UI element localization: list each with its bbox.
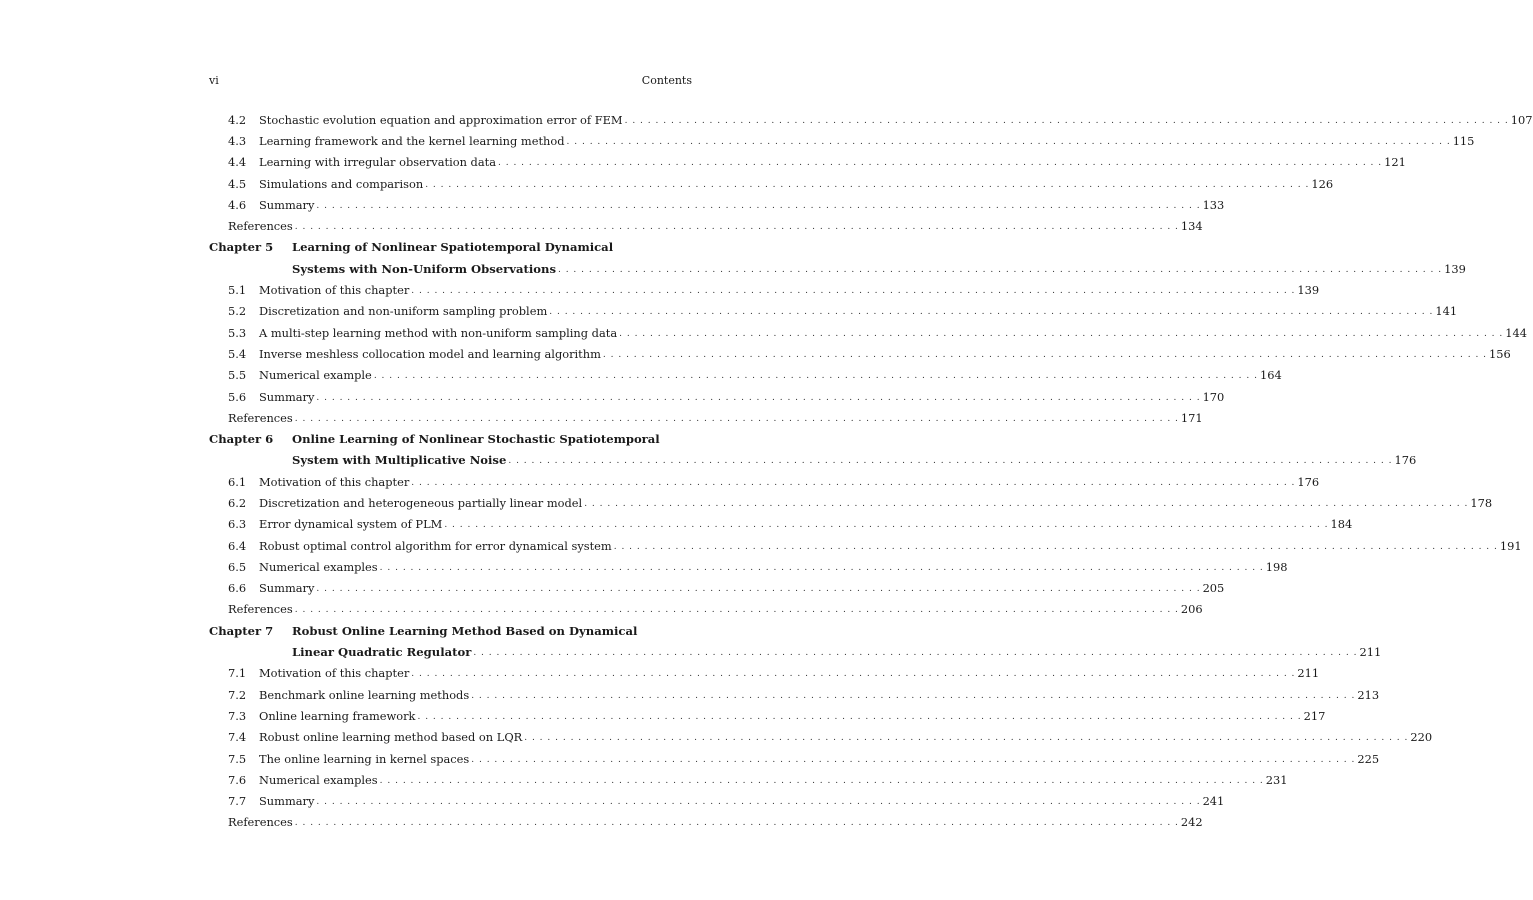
leader-dots: . . . . . . . . . . . . . . . . . . . . . . . . . . . . . . . . . . . . . . . . . . . . . . . . . . . . . . . . . . . . . . . . . . . . . . . . . . . . . . . . . . . . . . . . . . . . . . . . . . . . . . . . . . . . . . . . . . . — [584, 498, 1469, 509]
section-number: 5.2 — [228, 304, 247, 319]
toc-section-entry[interactable] — [209, 173, 1334, 194]
toc-references-entry[interactable] — [209, 215, 1203, 236]
toc-section-entry[interactable] — [209, 791, 1225, 812]
section-number: 5.1 — [228, 283, 247, 298]
section-number: 4.5 — [228, 176, 247, 191]
page-number: 184 — [1330, 517, 1353, 532]
leader-dots: . . . . . . . . . . . . . . . . . . . . . . . . . . . . . . . . . . . . . . . . . . . . . . . . . . . . . . . . . . . . . . . . . . . . . . . . . . . . . . . . . . . . . . . . . . . . . . . . . . . . . . . . . . . . . . . . . . . — [619, 328, 1504, 339]
section-title: Summary — [259, 389, 315, 404]
toc-section-entry[interactable] — [209, 514, 1353, 535]
page-number: 213 — [1357, 687, 1380, 702]
leader-dots: . . . . . . . . . . . . . . . . . . . . . . . . . . . . . . . . . . . . . . . . . . . . . . . . . . . . . . . . . . . . . . . . . . . . . . . . . . . . . . . . . . . . . . . . . . . . . . . . . . . . . . . . . . . . . . . . . . . — [566, 136, 1451, 147]
toc-section-entry[interactable] — [209, 578, 1225, 599]
toc-section-entry[interactable] — [209, 322, 1528, 343]
toc-section-entry[interactable] — [209, 748, 1380, 769]
chapter-label: Chapter 5 — [209, 240, 274, 255]
section-number: 5.3 — [228, 325, 247, 340]
leader-dots: . . . . . . . . . . . . . . . . . . . . . . . . . . . . . . . . . . . . . . . . . . . . . . . . . . . . . . . . . . . . . . . . . . . . . . . . . . . . . . . . . . . . . . . . . . . . . . . . . . . . . . . . . . . . . . . . . . . — [557, 264, 1443, 275]
leader-dots: . . . . . . . . . . . . . . . . . . . . . . . . . . . . . . . . . . . . . . . . . . . . . . . . . . . . . . . . . . . . . . . . . . . . . . . . . . . . . . . . . . . . . . . . . . . . . . . . . . . . . . . . . . . . . . . . . . . — [411, 477, 1296, 488]
page-number: 156 — [1489, 346, 1511, 361]
leader-dots: . . . . . . . . . . . . . . . . . . . . . . . . . . . . . . . . . . . . . . . . . . . . . . . . . . . . . . . . . . . . . . . . . . . . . . . . . . . . . . . . . . . . . . . . . . . . . . . . . . . . . . . . . . . . . . . . . . . — [498, 158, 1383, 169]
page-number: 176 — [1394, 453, 1417, 468]
toc-section-entry[interactable] — [209, 301, 1458, 322]
section-number: 6.6 — [228, 581, 247, 596]
chapter-label: Chapter 7 — [209, 623, 274, 638]
chapter-label: Chapter 6 — [209, 432, 274, 447]
toc-chapter-heading-continued[interactable] — [209, 641, 1382, 662]
toc-chapter-heading[interactable] — [209, 428, 692, 449]
toc-section-entry[interactable] — [209, 343, 1511, 364]
page-number: 220 — [1410, 730, 1433, 745]
section-title: Robust online learning method based on LQR — [259, 730, 523, 745]
section-number: 6.2 — [228, 495, 247, 510]
running-title: Contents — [641, 73, 692, 87]
leader-dots: . . . . . . . . . . . . . . . . . . . . . . . . . . . . . . . . . . . . . . . . . . . . . . . . . . . . . . . . . . . . . . . . . . . . . . . . . . . . . . . . . . . . . . . . . . . . . . . . . . . . . . . . . . . . . . . . . . . — [316, 200, 1201, 211]
section-title: The online learning in kernel spaces — [259, 751, 470, 766]
chapter-title-line2: Systems with Non-Uniform Observations — [292, 261, 556, 276]
running-header — [209, 72, 692, 88]
page-number: 241 — [1202, 794, 1225, 809]
chapter-title-line2: System with Multiplicative Noise — [292, 453, 507, 468]
toc-section-entry[interactable] — [209, 471, 1320, 492]
section-number: 7.6 — [228, 772, 247, 787]
page-number: 211 — [1297, 666, 1320, 681]
section-title: Numerical examples — [259, 772, 378, 787]
section-number: 7.3 — [228, 708, 247, 723]
toc-section-entry[interactable] — [209, 109, 1533, 130]
page-number-label: vi — [209, 73, 219, 87]
section-title: Error dynamical system of PLM — [259, 517, 443, 532]
chapter-title-line1: Learning of Nonlinear Spatiotemporal Dynamical — [292, 240, 614, 255]
section-number: 5.4 — [228, 346, 247, 361]
section-title: Inverse meshless collocation model and learning algorithm — [259, 346, 601, 361]
leader-dots: . . . . . . . . . . . . . . . . . . . . . . . . . . . . . . . . . . . . . . . . . . . . . . . . . . . . . . . . . . . . . . . . . . . . . . . . . . . . . . . . . . . . . . . . . . . . . . . . . . . . . . . . . . . . . . . . . . . — [613, 541, 1498, 552]
references-label: References — [228, 602, 293, 617]
page-number: 164 — [1259, 368, 1282, 383]
leader-dots: . . . . . . . . . . . . . . . . . . . . . . . . . . . . . . . . . . . . . . . . . . . . . . . . . . . . . . . . . . . . . . . . . . . . . . . . . . . . . . . . . . . . . . . . . . . . . . . . . . . . . . . . . . . . . . . . . . . — [294, 818, 1179, 829]
leader-dots: . . . . . . . . . . . . . . . . . . . . . . . . . . . . . . . . . . . . . . . . . . . . . . . . . . . . . . . . . . . . . . . . . . . . . . . . . . . . . . . . . . . . . . . . . . . . . . . . . . . . . . . . . . . . . . . . . . . — [624, 115, 1509, 126]
section-title: Summary — [259, 794, 315, 809]
page-number: 225 — [1357, 751, 1380, 766]
page-number: 205 — [1202, 581, 1225, 596]
page-number: 242 — [1180, 815, 1203, 830]
page-number: 171 — [1180, 410, 1203, 425]
section-title: Numerical example — [259, 368, 372, 383]
section-title: Numerical examples — [259, 559, 378, 574]
references-label: References — [228, 219, 293, 234]
toc-section-entry[interactable] — [209, 727, 1433, 748]
section-number: 6.4 — [228, 538, 247, 553]
section-title: Robust optimal control algorithm for error dynamical system — [259, 538, 612, 553]
page-number: 170 — [1202, 389, 1225, 404]
section-number: 7.2 — [228, 687, 247, 702]
toc-section-entry[interactable] — [209, 194, 1225, 215]
leader-dots: . . . . . . . . . . . . . . . . . . . . . . . . . . . . . . . . . . . . . . . . . . . . . . . . . . . . . . . . . . . . . . . . . . . . . . . . . . . . . . . . . . . . . . . . . . . . . . . . . . . . . . . . . . . . . . . . . . . — [473, 648, 1358, 659]
section-number: 4.2 — [228, 112, 247, 127]
toc-section-entry[interactable] — [209, 556, 1288, 577]
leader-dots: . . . . . . . . . . . . . . . . . . . . . . . . . . . . . . . . . . . . . . . . . . . . . . . . . . . . . . . . . . . . . . . . . . . . . . . . . . . . . . . . . . . . . . . . . . . . . . . . . . . . . . . . . . . . . . . . . . . — [316, 797, 1201, 808]
toc-chapter-heading-continued[interactable] — [209, 450, 1417, 471]
toc-section-entry[interactable] — [209, 152, 1406, 173]
section-title: Motivation of this chapter — [259, 474, 410, 489]
leader-dots: . . . . . . . . . . . . . . . . . . . . . . . . . . . . . . . . . . . . . . . . . . . . . . . . . . . . . . . . . . . . . . . . . . . . . . . . . . . . . . . . . . . . . . . . . . . . . . . . . . . . . . . . . . . . . . . . . . . — [508, 456, 1393, 467]
section-title: Simulations and comparison — [259, 176, 424, 191]
toc-section-entry[interactable] — [209, 130, 1475, 151]
section-title: Summary — [259, 197, 315, 212]
section-number: 5.6 — [228, 389, 247, 404]
leader-dots: . . . . . . . . . . . . . . . . . . . . . . . . . . . . . . . . . . . . . . . . . . . . . . . . . . . . . . . . . . . . . . . . . . . . . . . . . . . . . . . . . . . . . . . . . . . . . . . . . . . . . . . . . . . . . . . . . . . — [471, 690, 1356, 701]
section-number: 4.6 — [228, 197, 247, 212]
section-title: Discretization and non-uniform sampling problem — [259, 304, 548, 319]
leader-dots: . . . . . . . . . . . . . . . . . . . . . . . . . . . . . . . . . . . . . . . . . . . . . . . . . . . . . . . . . . . . . . . . . . . . . . . . . . . . . . . . . . . . . . . . . . . . . . . . . . . . . . . . . . . . . . . . . . . — [425, 179, 1310, 190]
leader-dots: . . . . . . . . . . . . . . . . . . . . . . . . . . . . . . . . . . . . . . . . . . . . . . . . . . . . . . . . . . . . . . . . . . . . . . . . . . . . . . . . . . . . . . . . . . . . . . . . . . . . . . . . . . . . . . . . . . . — [444, 520, 1329, 531]
section-title: Learning framework and the kernel learning method — [259, 133, 565, 148]
page-number: 178 — [1470, 495, 1493, 510]
page-number: 176 — [1297, 474, 1320, 489]
page-number: 198 — [1265, 559, 1288, 574]
page-number: 191 — [1499, 538, 1522, 553]
toc-section-entry[interactable] — [209, 705, 1326, 726]
page-number: 217 — [1303, 708, 1326, 723]
section-title: A multi-step learning method with non-uniform sampling data — [259, 325, 618, 340]
references-label: References — [228, 410, 293, 425]
leader-dots: . . . . . . . . . . . . . . . . . . . . . . . . . . . . . . . . . . . . . . . . . . . . . . . . . . . . . . . . . . . . . . . . . . . . . . . . . . . . . . . . . . . . . . . . . . . . . . . . . . . . . . . . . . . . . . . . . . . — [379, 775, 1264, 786]
references-label: References — [228, 815, 293, 830]
section-number: 7.7 — [228, 794, 247, 809]
toc-section-entry[interactable] — [209, 684, 1380, 705]
section-number: 4.3 — [228, 133, 247, 148]
leader-dots: . . . . . . . . . . . . . . . . . . . . . . . . . . . . . . . . . . . . . . . . . . . . . . . . . . . . . . . . . . . . . . . . . . . . . . . . . . . . . . . . . . . . . . . . . . . . . . . . . . . . . . . . . . . . . . . . . . . — [294, 222, 1179, 233]
section-title: Motivation of this chapter — [259, 283, 410, 298]
page-number: 134 — [1180, 219, 1203, 234]
toc-section-entry[interactable] — [209, 365, 1282, 386]
page-number: 144 — [1505, 325, 1528, 340]
leader-dots: . . . . . . . . . . . . . . . . . . . . . . . . . . . . . . . . . . . . . . . . . . . . . . . . . . . . . . . . . . . . . . . . . . . . . . . . . . . . . . . . . . . . . . . . . . . . . . . . . . . . . . . . . . . . . . . . . . . — [379, 562, 1264, 573]
page-number: 121 — [1384, 155, 1406, 170]
section-title: Discretization and heterogeneous partially linear model — [259, 495, 583, 510]
chapter-title-line2: Linear Quadratic Regulator — [292, 645, 472, 660]
page-number: 231 — [1265, 772, 1288, 787]
toc-chapter-heading[interactable] — [209, 620, 692, 641]
toc-chapter-heading-continued[interactable] — [209, 258, 1466, 279]
leader-dots: . . . . . . . . . . . . . . . . . . . . . . . . . . . . . . . . . . . . . . . . . . . . . . . . . . . . . . . . . . . . . . . . . . . . . . . . . . . . . . . . . . . . . . . . . . . . . . . . . . . . . . . . . . . . . . . . . . . — [549, 307, 1434, 318]
leader-dots: . . . . . . . . . . . . . . . . . . . . . . . . . . . . . . . . . . . . . . . . . . . . . . . . . . . . . . . . . . . . . . . . . . . . . . . . . . . . . . . . . . . . . . . . . . . . . . . . . . . . . . . . . . . . . . . . . . . — [471, 754, 1356, 765]
toc-references-entry[interactable] — [209, 599, 1203, 620]
page-number: 141 — [1435, 304, 1458, 319]
section-number: 6.1 — [228, 474, 247, 489]
section-title: Motivation of this chapter — [259, 666, 410, 681]
leader-dots: . . . . . . . . . . . . . . . . . . . . . . . . . . . . . . . . . . . . . . . . . . . . . . . . . . . . . . . . . . . . . . . . . . . . . . . . . . . . . . . . . . . . . . . . . . . . . . . . . . . . . . . . . . . . . . . . . . . — [294, 605, 1179, 616]
toc-references-entry[interactable] — [209, 812, 1203, 833]
section-number: 6.3 — [228, 517, 247, 532]
leader-dots: . . . . . . . . . . . . . . . . . . . . . . . . . . . . . . . . . . . . . . . . . . . . . . . . . . . . . . . . . . . . . . . . . . . . . . . . . . . . . . . . . . . . . . . . . . . . . . . . . . . . . . . . . . . . . . . . . . . — [316, 392, 1201, 403]
section-number: 6.5 — [228, 559, 247, 574]
page-number: 211 — [1359, 645, 1382, 660]
leader-dots: . . . . . . . . . . . . . . . . . . . . . . . . . . . . . . . . . . . . . . . . . . . . . . . . . . . . . . . . . . . . . . . . . . . . . . . . . . . . . . . . . . . . . . . . . . . . . . . . . . . . . . . . . . . . . . . . . . . — [524, 733, 1409, 744]
leader-dots: . . . . . . . . . . . . . . . . . . . . . . . . . . . . . . . . . . . . . . . . . . . . . . . . . . . . . . . . . . . . . . . . . . . . . . . . . . . . . . . . . . . . . . . . . . . . . . . . . . . . . . . . . . . . . . . . . . . — [294, 413, 1179, 424]
section-number: 7.5 — [228, 751, 247, 766]
page-number: 133 — [1202, 197, 1225, 212]
chapter-title-line1: Robust Online Learning Method Based on Dynamical — [292, 623, 638, 638]
section-title: Learning with irregular observation data — [259, 155, 496, 170]
section-title: Summary — [259, 581, 315, 596]
page-number: 115 — [1452, 133, 1475, 148]
leader-dots: . . . . . . . . . . . . . . . . . . . . . . . . . . . . . . . . . . . . . . . . . . . . . . . . . . . . . . . . . . . . . . . . . . . . . . . . . . . . . . . . . . . . . . . . . . . . . . . . . . . . . . . . . . . . . . . . . . . — [602, 349, 1488, 360]
toc-section-entry[interactable] — [209, 535, 1522, 556]
section-title: Benchmark online learning methods — [259, 687, 470, 702]
leader-dots: . . . . . . . . . . . . . . . . . . . . . . . . . . . . . . . . . . . . . . . . . . . . . . . . . . . . . . . . . . . . . . . . . . . . . . . . . . . . . . . . . . . . . . . . . . . . . . . . . . . . . . . . . . . . . . . . . . . — [411, 286, 1296, 297]
toc-section-entry[interactable] — [209, 769, 1288, 790]
page-number: 139 — [1444, 261, 1466, 276]
table-of-contents — [209, 109, 1533, 833]
section-title: Stochastic evolution equation and approximation error of FEM — [259, 112, 623, 127]
page-number: 126 — [1311, 176, 1334, 191]
page-number: 206 — [1180, 602, 1203, 617]
page-number: 107 — [1510, 112, 1533, 127]
toc-chapter-heading[interactable] — [209, 237, 692, 258]
section-title: Online learning framework — [259, 708, 416, 723]
toc-section-entry[interactable] — [209, 663, 1320, 684]
toc-section-entry[interactable] — [209, 492, 1493, 513]
section-number: 5.5 — [228, 368, 247, 383]
toc-section-entry[interactable] — [209, 279, 1320, 300]
leader-dots: . . . . . . . . . . . . . . . . . . . . . . . . . . . . . . . . . . . . . . . . . . . . . . . . . . . . . . . . . . . . . . . . . . . . . . . . . . . . . . . . . . . . . . . . . . . . . . . . . . . . . . . . . . . . . . . . . . . — [373, 371, 1258, 382]
leader-dots: . . . . . . . . . . . . . . . . . . . . . . . . . . . . . . . . . . . . . . . . . . . . . . . . . . . . . . . . . . . . . . . . . . . . . . . . . . . . . . . . . . . . . . . . . . . . . . . . . . . . . . . . . . . . . . . . . . . — [316, 584, 1201, 595]
leader-dots: . . . . . . . . . . . . . . . . . . . . . . . . . . . . . . . . . . . . . . . . . . . . . . . . . . . . . . . . . . . . . . . . . . . . . . . . . . . . . . . . . . . . . . . . . . . . . . . . . . . . . . . . . . . . . . . . . . . — [411, 669, 1296, 680]
page-number: 139 — [1297, 283, 1320, 298]
chapter-title-line1: Online Learning of Nonlinear Stochastic Spatiotemporal — [292, 432, 660, 447]
toc-references-entry[interactable] — [209, 407, 1203, 428]
section-number: 4.4 — [228, 155, 247, 170]
leader-dots: . . . . . . . . . . . . . . . . . . . . . . . . . . . . . . . . . . . . . . . . . . . . . . . . . . . . . . . . . . . . . . . . . . . . . . . . . . . . . . . . . . . . . . . . . . . . . . . . . . . . . . . . . . . . . . . . . . . — [417, 711, 1302, 722]
toc-section-entry[interactable] — [209, 386, 1225, 407]
section-number: 7.4 — [228, 730, 247, 745]
section-number: 7.1 — [228, 666, 247, 681]
